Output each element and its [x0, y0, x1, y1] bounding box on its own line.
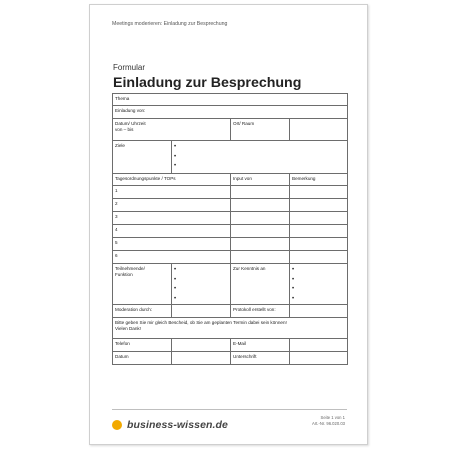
list-bullet: •: [174, 295, 177, 302]
top-input-cell[interactable]: [231, 251, 290, 264]
email-value[interactable]: [290, 339, 348, 352]
page-header: Meetings moderieren: Einladung zur Besprechung: [112, 21, 228, 27]
top-remark-cell[interactable]: [290, 238, 348, 251]
top-row-5[interactable]: 5: [113, 238, 231, 251]
footer-divider: [112, 409, 347, 410]
field-ziele-label: Ziele: [113, 141, 172, 174]
field-ort-raum-value[interactable]: [290, 119, 348, 141]
bemerkung-header: Bemerkung: [290, 174, 348, 186]
top-input-cell[interactable]: [231, 238, 290, 251]
unterschrift-value[interactable]: [290, 352, 348, 365]
list-bullet: •: [174, 276, 177, 283]
moderation-label: Moderation durch:: [113, 305, 172, 318]
top-input-cell[interactable]: [231, 212, 290, 225]
top-input-cell[interactable]: [231, 186, 290, 199]
top-row-1[interactable]: 1: [113, 186, 231, 199]
invitation-form-table: [112, 93, 348, 365]
list-bullet: •: [292, 276, 295, 283]
list-bullet: •: [174, 163, 177, 169]
list-bullet: •: [174, 153, 177, 160]
page-number: Seite 1 von 1: [320, 415, 345, 420]
field-ort-raum[interactable]: Ort/ Raum: [231, 119, 290, 141]
datum-value[interactable]: [172, 352, 231, 365]
email-label: E-Mail: [231, 339, 290, 352]
top-row-4[interactable]: 4: [113, 225, 231, 238]
top-row-3[interactable]: 3: [113, 212, 231, 225]
list-bullet: •: [292, 286, 295, 292]
moderation-value[interactable]: [172, 305, 231, 318]
list-bullet: •: [174, 144, 177, 150]
logo-text: business-wissen.de: [127, 419, 229, 431]
top-remark-cell[interactable]: [290, 199, 348, 212]
top-remark-cell[interactable]: [290, 186, 348, 199]
business-wissen-logo: [112, 419, 228, 431]
input-von-header: Input von: [231, 174, 290, 186]
list-bullet: •: [174, 286, 177, 292]
top-row-6[interactable]: 6: [113, 251, 231, 264]
protokoll-label: Protokoll erstellt von:: [231, 305, 290, 318]
field-einladung-von[interactable]: Einladung von:: [113, 106, 348, 119]
protokoll-value[interactable]: [290, 305, 348, 318]
zur-kenntnis-list[interactable]: [290, 264, 348, 305]
logo-dot-icon: [112, 420, 122, 430]
field-thema[interactable]: Thema: [113, 94, 348, 106]
top-input-cell[interactable]: [231, 199, 290, 212]
telefon-label: Telefon: [113, 339, 172, 352]
article-number: Art.-Nr. 96.020.03: [311, 421, 345, 426]
datum-label: Datum: [113, 352, 172, 365]
list-bullet: •: [292, 295, 295, 302]
top-remark-cell[interactable]: [290, 251, 348, 264]
list-bullet: •: [174, 267, 177, 273]
top-row-2[interactable]: 2: [113, 199, 231, 212]
document-title: Einladung zur Besprechung: [113, 75, 302, 91]
document-subtitle: Formular: [113, 63, 146, 72]
top-input-cell[interactable]: [231, 225, 290, 238]
list-bullet: •: [292, 267, 295, 273]
teilnehmende-list[interactable]: [172, 264, 231, 305]
notice-text: Bitte geben Sie mir gleich Bescheid, ob Sie am geplanten Termin dabei sein können! Vielen Dank!: [113, 318, 348, 339]
top-remark-cell[interactable]: [290, 225, 348, 238]
teilnehmende-label: Teilnehmende/ Funktion: [113, 264, 172, 305]
field-ziele-list[interactable]: [172, 141, 348, 174]
top-remark-cell[interactable]: [290, 212, 348, 225]
document-page: [89, 4, 368, 445]
field-datum-uhrzeit[interactable]: Datum/ Uhrzeit von – bis: [113, 119, 231, 141]
footer-meta: [312, 415, 345, 427]
unterschrift-label: Unterschrift: [231, 352, 290, 365]
zur-kenntnis-label: Zur Kenntnis an: [231, 264, 290, 305]
tops-header: Tagesordnungspunkte / TOPs: [113, 174, 231, 186]
telefon-value[interactable]: [172, 339, 231, 352]
